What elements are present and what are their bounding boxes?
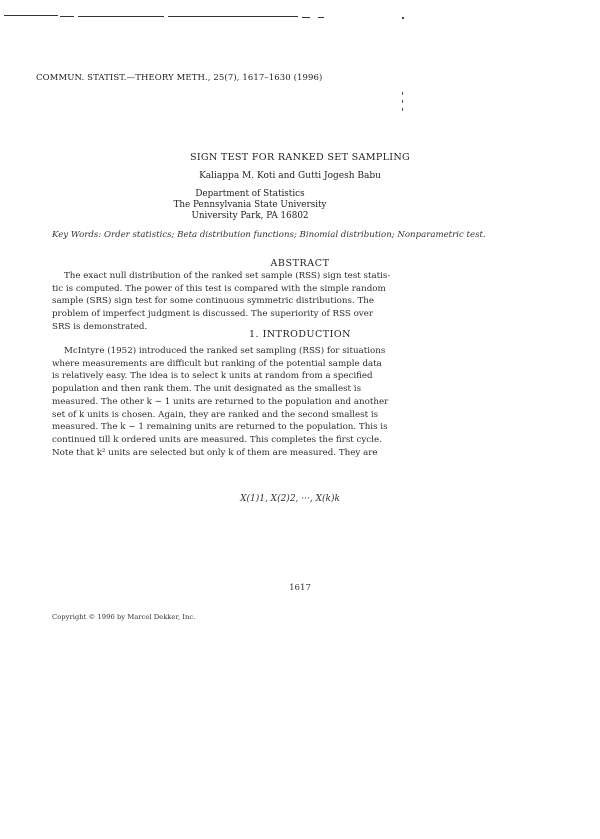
- scan-artifact-line: [168, 16, 298, 17]
- affiliation-line: Department of Statistics: [195, 189, 305, 199]
- intro-line: measured. The k − 1 remaining units are returned to the population. This is: [52, 422, 388, 433]
- scan-artifact-mark: [402, 92, 403, 95]
- scan-artifact-dot: [402, 17, 404, 19]
- scan-artifact-mark: [402, 100, 403, 103]
- affiliation-line: The Pennsylvania State University: [173, 200, 327, 210]
- abstract-text: [52, 270, 548, 334]
- scan-artifact-line: [318, 17, 324, 18]
- scan-artifact-line: [78, 16, 164, 17]
- scan-artifact-line: [302, 17, 310, 18]
- scan-artifact-line: [60, 16, 74, 17]
- intro-line: set of k units is chosen. Again, they are ranked and the second smallest is: [52, 409, 379, 420]
- intro-line: McIntyre (1952) introduced the ranked set sampling (RSS) for situations: [64, 346, 386, 356]
- intro-line: continued till k ordered units are measured. This completes the first cycle.: [52, 434, 382, 445]
- keywords-text: Order statistics; Beta distribution functions; Binomial distribution; Nonparametric test.: [103, 230, 486, 240]
- introduction-text: [52, 345, 548, 459]
- intro-line: measured. The other k − 1 units are returned to the population and another: [52, 396, 389, 407]
- abstract-heading: ABSTRACT: [270, 258, 330, 269]
- keywords: [52, 229, 542, 241]
- journal-citation: COMMUN. STATIST.—THEORY METH., 25(7), 1617–1630 (1996): [36, 73, 323, 83]
- abstract-line: problem of imperfect judgment is discussed. The superiority of RSS over: [52, 309, 374, 320]
- intro-line: where measurements are difficult but ranking of the potential sample data: [52, 358, 382, 369]
- paper-authors: Kaliappa M. Koti and Gutti Jogesh Babu: [199, 171, 381, 181]
- introduction-heading: 1. INTRODUCTION: [248, 329, 351, 340]
- page-number: 1617: [289, 583, 311, 593]
- intro-line: Note that k² units are selected but only k of them are measured. They are: [52, 447, 378, 458]
- abstract-line: The exact null distribution of the ranked set sample (RSS) sign test statis-: [64, 271, 391, 281]
- abstract-line: SRS is demonstrated.: [52, 321, 148, 332]
- abstract-line: sample (SRS) sign test for some continuous symmetric distributions. The: [52, 296, 375, 307]
- paper-title: SIGN TEST FOR RANKED SET SAMPLING: [189, 152, 411, 163]
- order-statistics-equation: X(1)1, X(2)2, ···, X(k)k: [240, 494, 340, 504]
- author-affiliation: [0, 189, 500, 222]
- affiliation-line: University Park, PA 16802: [191, 211, 309, 221]
- intro-line: population and then rank them. The unit designated as the smallest is: [52, 384, 362, 395]
- copyright-notice: Copyright © 1996 by Marcel Dekker, Inc.: [52, 613, 196, 621]
- scan-artifact-mark: [402, 108, 403, 111]
- intro-line: is relatively easy. The idea is to select k units at random from a specified: [52, 371, 373, 382]
- scan-artifact-line: [4, 15, 58, 16]
- abstract-line: tic is computed. The power of this test is compared with the simple random: [52, 283, 386, 294]
- keywords-label: Key Words:: [52, 230, 102, 240]
